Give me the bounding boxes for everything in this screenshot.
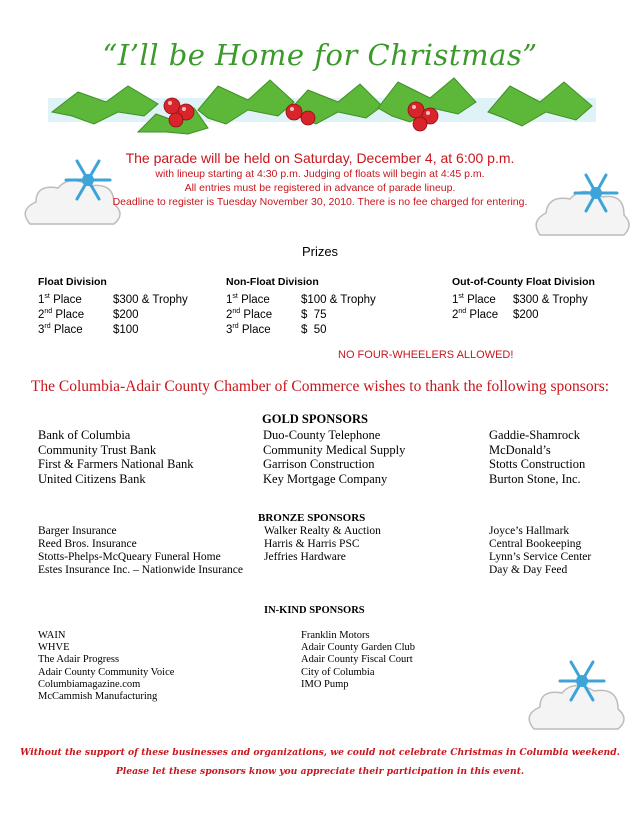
out-of-county-division [452,275,595,323]
list-item: Stotts Construction [489,457,586,471]
gold-sponsors-col3 [489,428,585,486]
lineup-info: with lineup starting at 4:30 p.m. Judging of floats will begin at 4:45 p.m. [155,168,485,180]
prizes-heading: Prizes [301,244,339,259]
bronze-sponsors-col1 [38,525,243,577]
prize-row: 3rd Place $ 50 [226,323,327,336]
prize-row: 1st Place $100 & Trophy [226,293,376,306]
list-item: Jeffries Hardware [264,551,346,563]
non-float-division [226,275,376,338]
list-item: Burton Stone, Inc. [489,471,581,486]
deadline-info: Deadline to register is Tuesday November 30, 2010. There is no fee charged for entering. [112,196,528,208]
list-item: United Citizens Bank [38,471,146,486]
list-item: Key Mortgage Company [263,471,388,486]
prize-row: 2nd Place $200 [38,308,139,321]
prize-row: 3rd Place $100 [38,323,139,336]
no-four-wheelers-notice: NO FOUR-WHEELERS ALLOWED! [338,349,514,361]
list-item: Bank of Columbia [38,428,131,442]
list-item: WAIN [38,630,66,641]
list-item: Gaddie-Shamrock [489,428,580,442]
gold-sponsors-heading: GOLD SPONSORS [262,412,368,426]
prize-row: 1st Place $300 & Trophy [38,293,188,306]
division-name: Float Division [38,276,107,288]
footer-line-2: Please let these sponsors know you appreciate their participation in this event. [115,766,525,777]
list-item: Columbiamagazine.com [38,678,141,690]
bronze-sponsors-heading: BRONZE SPONSORS [258,512,366,524]
list-item: Stotts-Phelps-McQueary Funeral Home [38,551,221,563]
prize-row: 1st Place $300 & Trophy [452,293,588,306]
list-item: McDonald’s [489,442,551,457]
list-item: Garrison Construction [263,457,375,471]
list-item: IMO Pump [301,678,349,690]
inkind-sponsors-heading: IN-KIND SPONSORS [264,605,365,616]
inkind-sponsors-col2 [301,630,415,691]
list-item: Day & Day Feed [489,564,568,576]
list-item: WHVE [38,642,70,654]
list-item: The Adair Progress [38,654,120,666]
page-title: “I’ll be Home for Christmas” [102,38,538,72]
list-item: Walker Realty & Auction [264,525,381,537]
list-item: Harris & Harris PSC [264,538,360,550]
inkind-sponsors-col1 [38,630,174,703]
list-item: Central Bookeeping [489,538,582,550]
registration-info: All entries must be registered in advance of parade lineup. [184,182,456,194]
float-division [38,275,188,338]
division-name: Non-Float Division [226,276,319,288]
footer-line-1: Without the support of these businesses and organizations, we could not celebrate Christmas in Columbia weekend. [20,747,620,758]
list-item: Adair County Garden Club [301,642,416,654]
holly-banner-icon [48,72,596,140]
list-item: McCammish Manufacturing [38,691,158,703]
list-item: Reed Bros. Insurance [38,538,137,550]
division-name: Out-of-County Float Division [452,276,595,288]
list-item: Joyce’s Hallmark [489,525,570,537]
snowflake-cloud-icon [522,655,632,739]
list-item: Lynn’s Service Center [489,551,592,563]
gold-sponsors-col2 [263,428,405,486]
list-item: Duo-County Telephone [263,428,381,442]
list-item: Franklin Motors [301,630,370,641]
prize-row: 2nd Place $200 [452,308,539,321]
list-item: First & Farmers National Bank [38,457,194,471]
bronze-sponsors-col3 [489,525,591,577]
list-item: Community Trust Bank [38,442,157,457]
list-item: Community Medical Supply [263,442,406,457]
parade-date: The parade will be held on Saturday, December 4, at 6:00 p.m. [125,150,515,166]
gold-sponsors-col1 [38,428,194,486]
list-item: Estes Insurance Inc. – Nationwide Insurance [38,564,244,576]
list-item: Adair County Fiscal Court [301,654,413,666]
bronze-sponsors-col2 [264,525,381,564]
prize-row: 2nd Place $ 75 [226,308,327,321]
list-item: Adair County Community Voice [38,666,175,678]
list-item: City of Columbia [301,666,375,678]
list-item: Barger Insurance [38,525,117,537]
sponsor-thanks: The Columbia-Adair County Chamber of Commerce wishes to thank the following sponsors: [30,378,610,395]
